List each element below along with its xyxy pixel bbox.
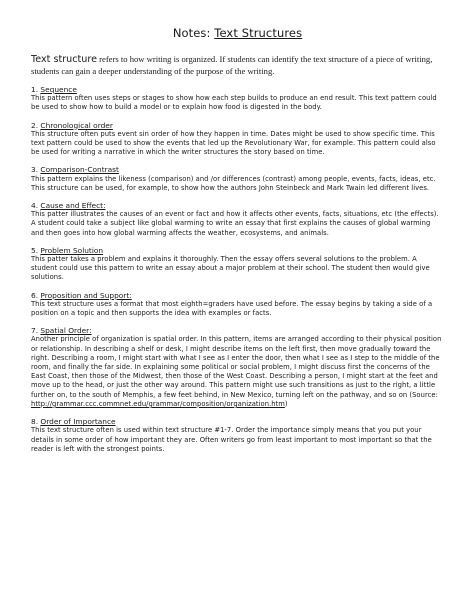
intro-paragraph xyxy=(31,54,444,76)
section-chronological-order xyxy=(31,121,444,158)
section-sequence xyxy=(31,85,444,113)
title-label: Text Structures xyxy=(214,26,303,40)
section-heading xyxy=(31,121,444,130)
section-heading-label: Order of Importance xyxy=(40,417,116,427)
section-cause-and-effect xyxy=(31,201,444,238)
section-heading xyxy=(31,291,444,300)
section-body: This patter takes a problem and explains it thoroughly. Then the essay offers several solutions to the problem. A student could use this pattern to write an essay about a major problem at their school. The student then would give solutions. xyxy=(31,255,430,282)
section-heading-label: Cause and Effect: xyxy=(40,201,106,211)
section-heading-label: Spatial Order: xyxy=(40,326,92,336)
section-heading-label: Chronological order xyxy=(40,120,113,130)
section-number: 5. xyxy=(31,245,39,255)
intro-lead-term: Text structure xyxy=(31,54,97,65)
title-prefix: Notes: xyxy=(172,26,211,40)
section-number: 1. xyxy=(31,85,39,94)
section-number: 8. xyxy=(31,417,39,427)
section-number: 2. xyxy=(31,120,39,130)
section-body: This patter illustrates the causes of an event or fact and how it affects other events, facts, situations, etc (the effects). A student could take a subject like global warming to write an essay that first explains the causes of global warming and then goes into how global warming affects the weather, ecosystems, and animals. xyxy=(31,210,439,237)
section-number: 3. xyxy=(31,165,39,175)
section-heading-label: Sequence xyxy=(40,85,77,94)
section-heading xyxy=(31,326,444,335)
section-heading xyxy=(31,165,444,174)
section-heading xyxy=(31,201,444,210)
section-body: This pattern often uses steps or stages to show how each step builds to produce an end result. This text pattern could be used to show how to build a model or to explain how food is digested in the body. xyxy=(31,94,437,112)
section-number: 4. xyxy=(31,201,39,211)
section-heading xyxy=(31,246,444,255)
section-body: This text structure often is used within text structure #1-7. Order the importance simply means that you put your details in some order of how important they are. Often writers go from least important to most important so that the reader is left with the strongest points. xyxy=(31,426,432,453)
section-number: 7. xyxy=(31,326,39,336)
section-heading xyxy=(31,85,444,94)
section-proposition-and-support xyxy=(31,291,444,319)
section-body-tail: ) xyxy=(284,399,288,408)
section-heading-label: Problem Solution xyxy=(40,245,104,255)
section-comparison-contrast xyxy=(31,165,444,193)
section-heading xyxy=(31,417,444,426)
section-heading-label: Proposition and Support: xyxy=(40,290,132,300)
section-body: This structure often puts event sin order of how they happen in time. Dates might be used to show specific time. This text pattern could be used to show the events that led up the Revolutionary War, for example. This pattern could also be used for writing a narrative in which the writer structures the story based on time. xyxy=(31,129,436,157)
section-body: This pattern explains the likeness (comparison) and /or differences (contrast) among people, events, facts, ideas, etc. This structure can be used, for example, to show how the authors John Steinbeck and Mark Twain led different lives. xyxy=(31,174,436,192)
section-heading-label: Comparison-Contrast xyxy=(40,165,119,175)
section-order-of-importance xyxy=(31,417,444,454)
page-title xyxy=(31,26,444,40)
source-link[interactable]: http://grammar.ccc.commnet.edu/grammar/composition/organization.htm xyxy=(31,399,285,408)
section-spatial-order xyxy=(31,326,444,409)
section-body-text: Another principle of organization is spatial order. In this pattern, items are arranged according to their physical position or relationship. In describing a shelf or desk, I might describe items on the left first, then move gradually toward the right. Describing a room, I might start with what I see as I enter the door, then what I see as I step to the middle of the room, and finally the far side. In explaining some political or social problem, I might discuss first the concerns of the East Coast, then those of the Midwest, then those of the West Coast. Describing a person, I might start at the feet and move up to the head, or just the other way around. This pattern might use such transitions as just to the right, a little further on, to the south of Memphis, a few feet behind, in New Mexico, turning left on the pathway, and so on (Source: xyxy=(31,335,442,399)
section-body: This text structure uses a format that most eighth=graders have used before. The essay begins by taking a side of a position on a topic and then supports the idea with examples or facts. xyxy=(31,299,433,318)
section-problem-solution xyxy=(31,246,444,283)
section-number: 6. xyxy=(31,290,39,300)
section-body xyxy=(31,335,444,409)
intro-text: refers to how writing is organized. If students can identify the text structure of a piece of writing, students can gain a deeper understanding of the purpose of the writing. xyxy=(31,54,433,76)
